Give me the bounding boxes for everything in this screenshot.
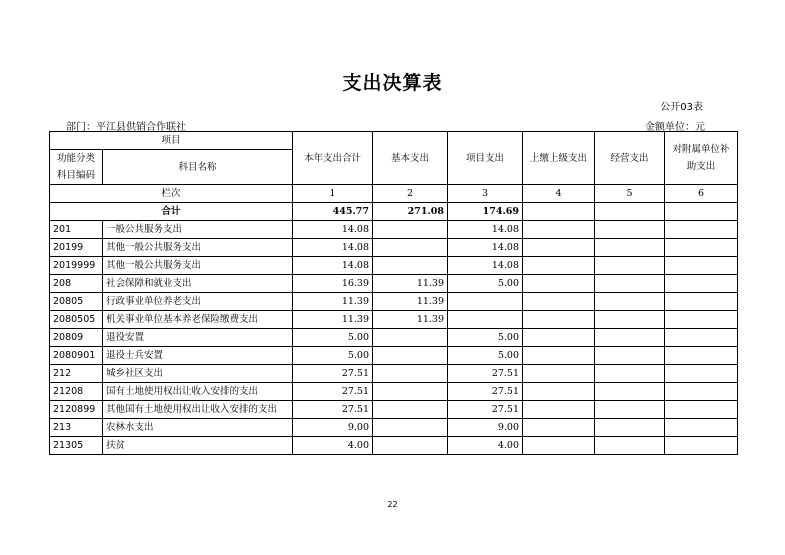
row-code: 2120899 [50,401,103,419]
row-subsidy [665,437,738,455]
col-index-4: 4 [523,185,595,203]
row-project: 14.08 [448,239,523,257]
unit-label: 金额单位：元 [645,122,705,133]
row-project: 27.51 [448,365,523,383]
row-basic [373,365,448,383]
row-total: 5.00 [293,347,373,365]
table-row [50,275,738,293]
row-total: 5.00 [293,329,373,347]
row-total: 27.51 [293,365,373,383]
row-subsidy [665,275,738,293]
department-label: 部门：平江县供销合作联社 [66,122,186,133]
row-upper [523,365,595,383]
row-name: 退役士兵安置 [103,347,293,365]
row-subsidy [665,365,738,383]
col-index-3: 3 [448,185,523,203]
total-business [595,203,665,221]
row-subsidy [665,239,738,257]
row-basic [373,221,448,239]
row-upper [523,401,595,419]
row-total: 14.08 [293,257,373,275]
table-row [50,311,738,329]
col-index-6: 6 [665,185,738,203]
row-project: 27.51 [448,383,523,401]
row-basic: 11.39 [373,275,448,293]
total-subsidy [665,203,738,221]
row-total: 14.08 [293,221,373,239]
total-upper [523,203,595,221]
total-label: 合计 [50,203,293,221]
row-basic [373,347,448,365]
row-total: 9.00 [293,419,373,437]
row-basic [373,239,448,257]
row-code: 208 [50,275,103,293]
row-subsidy [665,311,738,329]
row-name: 农林水支出 [103,419,293,437]
header-business: 经营支出 [595,132,665,185]
table-row [50,401,738,419]
table-row [50,383,738,401]
col-index-5: 5 [595,185,665,203]
row-code: 20805 [50,293,103,311]
row-project: 14.08 [448,257,523,275]
row-total: 14.08 [293,239,373,257]
row-name: 其他一般公共服务支出 [103,239,293,257]
row-basic [373,401,448,419]
row-basic [373,329,448,347]
row-upper [523,275,595,293]
row-business [595,275,665,293]
row-upper [523,221,595,239]
table-row [50,239,738,257]
row-upper [523,257,595,275]
row-business [595,365,665,383]
row-name: 城乡社区支出 [103,365,293,383]
row-project: 9.00 [448,419,523,437]
row-project: 5.00 [448,347,523,365]
row-business [595,311,665,329]
col-index-1: 1 [293,185,373,203]
total-basic: 271.08 [373,203,448,221]
row-code: 2080901 [50,347,103,365]
row-business [595,437,665,455]
header-func-code-line1: 功能分类 [56,153,95,164]
row-basic [373,419,448,437]
row-subsidy [665,383,738,401]
row-business [595,239,665,257]
table-row [50,347,738,365]
row-name: 扶贫 [103,437,293,455]
row-business [595,419,665,437]
header-item: 项目 [50,132,293,150]
row-total: 11.39 [293,293,373,311]
table-row [50,221,738,239]
row-name: 退役安置 [103,329,293,347]
row-code: 20809 [50,329,103,347]
row-business [595,329,665,347]
table-row [50,437,738,455]
row-name: 其他一般公共服务支出 [103,257,293,275]
header-func-code [50,150,103,185]
row-code: 21208 [50,383,103,401]
row-business [595,221,665,239]
header-project: 项目支出 [448,132,523,185]
page-number: 22 [387,500,398,509]
row-subsidy [665,329,738,347]
row-project: 27.51 [448,401,523,419]
row-name: 社会保障和就业支出 [103,275,293,293]
header-subsidy [665,132,738,185]
table-row [50,257,738,275]
table-row [50,365,738,383]
row-upper [523,419,595,437]
total-project: 174.69 [448,203,523,221]
row-project: 5.00 [448,275,523,293]
row-upper [523,239,595,257]
row-basic [373,437,448,455]
row-total: 11.39 [293,311,373,329]
row-basic: 11.39 [373,293,448,311]
row-basic: 11.39 [373,311,448,329]
row-total: 16.39 [293,275,373,293]
row-basic [373,383,448,401]
row-project [448,293,523,311]
row-code: 20199 [50,239,103,257]
page-title: 支出决算表 [342,72,443,94]
row-code: 2080505 [50,311,103,329]
row-total: 27.51 [293,383,373,401]
row-project: 14.08 [448,221,523,239]
row-business [595,293,665,311]
row-business [595,401,665,419]
row-name: 行政事业单位养老支出 [103,293,293,311]
row-subsidy [665,419,738,437]
row-subsidy [665,401,738,419]
row-name: 机关事业单位基本养老保险缴费支出 [103,311,293,329]
row-code: 212 [50,365,103,383]
row-upper [523,383,595,401]
header-basic: 基本支出 [373,132,448,185]
row-code: 213 [50,419,103,437]
table-row [50,329,738,347]
row-basic [373,257,448,275]
total-total: 445.77 [293,203,373,221]
row-total: 4.00 [293,437,373,455]
header-subsidy-line1: 对附属单位补 [672,144,730,155]
row-business [595,347,665,365]
row-project: 4.00 [448,437,523,455]
header-subject-name: 科目名称 [103,150,293,185]
row-upper [523,311,595,329]
row-code: 201 [50,221,103,239]
row-total: 27.51 [293,401,373,419]
row-subsidy [665,293,738,311]
row-name: 国有土地使用权出让收入安排的支出 [103,383,293,401]
row-name: 其他国有土地使用权出让收入安排的支出 [103,401,293,419]
row-subsidy [665,221,738,239]
table-row [50,293,738,311]
header-upper: 上缴上级支出 [523,132,595,185]
row-upper [523,293,595,311]
header-func-code-line2: 科目编码 [56,170,95,181]
row-upper [523,329,595,347]
row-subsidy [665,347,738,365]
row-index-label: 栏次 [50,185,293,203]
table-row [50,419,738,437]
row-code: 2019999 [50,257,103,275]
col-index-2: 2 [373,185,448,203]
row-upper [523,347,595,365]
row-project [448,311,523,329]
header-subsidy-line2: 助支出 [686,161,716,172]
row-upper [523,437,595,455]
row-name: 一般公共服务支出 [103,221,293,239]
row-code: 21305 [50,437,103,455]
row-subsidy [665,257,738,275]
row-project: 5.00 [448,329,523,347]
form-number: 公开03表 [660,102,703,113]
row-business [595,257,665,275]
expenditure-table [49,131,738,455]
row-business [595,383,665,401]
header-total: 本年支出合计 [293,132,373,185]
